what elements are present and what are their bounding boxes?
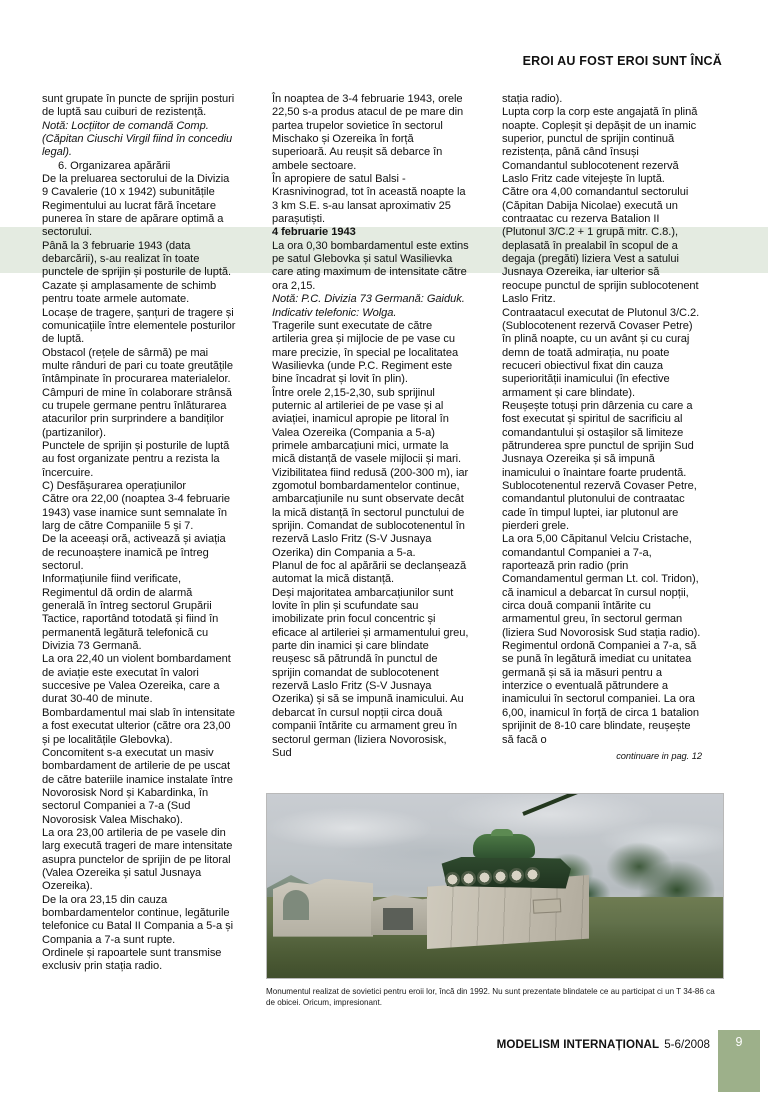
magazine-title: MODELISM INTERNAȚIONAL	[496, 1038, 660, 1051]
photo-scene	[267, 794, 723, 978]
tank-wheels-group	[445, 871, 555, 889]
paragraph: stația radio).	[502, 93, 563, 105]
tank-hatch-shape	[491, 829, 513, 836]
paragraph-note: Notă: Locțiitor de comandă Comp. (Căpitan Ciuschi Virgil fiind în concediu legal).	[42, 119, 233, 159]
paragraph: Deși majoritatea ambarcațiunilor sunt lovite în plin și scufundate sau imobilizate prin focul concentric și eficace al artileriei și armamentului greu, parte din inamici și care blindate reușesc să pătrundă în punctul de sprijin comandat de sublocotenent rezervă Laslo Fritz (S-V Jusnaya Ozerika) și să se impună inamicului. Au debarcat în cursul nopții circa două companii întărite cu armament greu în sectorul german (liziera Novorosisk, Sud	[272, 586, 469, 759]
page-number: 9	[718, 1030, 760, 1092]
paragraph: Tragerile sunt executate de către artileria grea și mijlocie de pe vase cu mare precizie, în special pe localitatea Wasilievka (unde P.C. Regiment este bine încadrat și lovit în plin).	[272, 319, 459, 386]
paragraph: Către ora 22,00 (noaptea 3-4 februarie 1943) vase inamice sunt semnalate în larg de către Companiile 5 și 7.	[42, 493, 231, 532]
tank-wheel-icon	[461, 871, 476, 886]
paragraph: La ora 0,30 bombardamentul este extins pe satul Glebovka și satul Wasilievka care ating maximum de intensitate către ora 2,15.	[272, 239, 469, 292]
paragraph: Vizibilitatea fiind redusă (200-300 m), iar zgomotul bombardamentelor continue, ambarcațiunile nu sunt observate decât la mică distanță în sectorul punctului de sprijin. Comandat de sublocotenentul în rezervă Laslo Fritz (S-V Jusnaya Ozerika) din Compania a 5-a.	[272, 466, 469, 559]
tank-wheel-icon	[525, 867, 540, 882]
issue-number: 5-6/2008	[664, 1038, 710, 1051]
header-kicker: EROI AU FOST EROI SUNT ÎNCĂ	[522, 54, 722, 68]
paragraph: Reușește totuși prin dârzenia cu care a fost executat și spiritul de sacrificiu al comandantului și ostașilor să limiteze pătrunderea spre punctul de sprijin Sud Jusnaya Ozereika și să impună inamicului o înaintare foarte prudentă.	[502, 399, 694, 479]
paragraph: Punctele de sprijin și posturile de luptă au fost organizate pentru a rezista la încercuire.	[42, 439, 230, 479]
tank-wheel-icon	[493, 869, 508, 884]
paragraph: Între orele 2,15-2,30, sub sprijinul puternic al artileriei de pe vase și al aviației, inamicul apropie pe litoral în Valea Ozereika (Compania a 5-a) primele ambarcațiuni mici, urmate la mică distanță de vasele mijlocii și mari.	[272, 386, 462, 466]
paragraph: Informațiunile fiind verificate, Regimentul dă ordin de alarmă generală în întreg sectorul Grupării Tactice, raportând totodată și fiind în permanentă legătură telefonică cu Divizia 73 Germană.	[42, 573, 219, 653]
date-subheading: 4 februarie 1943	[272, 226, 356, 239]
page-footer	[0, 1035, 768, 1097]
paragraph: Regimentul ordonă Companiei a 7-a, să se pună în legătură imediat cu unitatea germană și să ia măsuri pentru a interzice o eventuală pătrundere a inamicului în sectorul companiei. La ora 6,00, inamicul în forță de circa 1 batalion sprijinit de 8-10 care blindate, reușește să facă o	[502, 640, 700, 746]
paragraph: sunt grupate în puncte de sprijin posturi de luptă sau cuiburi de rezistență.	[42, 93, 235, 119]
paragraph: C) Desfășurarea operațiunilor	[42, 479, 187, 492]
paragraph-note: Notă: P.C. Divizia 73 Germană: Gaiduk. Indicativ telefonic: Wolga.	[272, 293, 465, 319]
paragraph: De la preluarea sectorului de la Divizia 9 Cavalerie (10 x 1942) subunitățile Regimentului au lucrat fără încetare punerea în stare de apărare optimă a sectorului.	[42, 173, 230, 239]
paragraph: De la aceeași oră, activează și aviația de recunoaștere inamică pe întreg sectorul.	[42, 533, 226, 573]
paragraph: Contraatacul executat de Plutonul 3/C.2. (Sublocotenent rezervă Covaser Petre) în plină noapte, cu un avânt și cu curaj demn de toată admirația, nu poate recuceri obiectivul fixat din cauza superiorității inamicului (în efective armament și care blindate).	[502, 306, 700, 399]
ruin-arch-shape	[283, 890, 309, 920]
paragraph: Lupta corp la corp este angajată în plină noapte. Copleșit și depășit de un inamic superior, punctul de sprijin continuă rezistența, până când însuși Comandantul sublocotenent rezervă Laslo Fritz cade vitejește în luptă.	[502, 106, 698, 186]
figure-caption: Monumentul realizat de sovietici pentru eroii lor, încă din 1992. Nu sunt prezentate blindatele ce au participat ci un T 34-86 ca de obicei. Oricum, impresionant.	[266, 987, 715, 1007]
article-figure	[266, 793, 724, 1008]
paragraph: La ora 5,00 Căpitanul Velciu Cristache, comandantul Companiei a 7-a, raportează prin radio (prin Comandamentul german Lt. col. Tridon), că inamicul a debarcat în cursul nopții, circa două companii întărite cu armamentul greu, în sectorul german (liziera Sud Novorosisk Sud stația radio).	[502, 533, 701, 639]
paragraph: Locașe de tragere, șanțuri de tragere și comunicațiile între elementele posturilor de luptă.	[42, 306, 236, 346]
text-column-3	[502, 93, 702, 763]
paragraph: Către ora 4,00 comandantul sectorului (Căpitan Dabija Nicolae) execută un contraatac cu rezerva Batalion II (Plutonul 3/C.2 + 1 grupă mitr. C.8.), deplasată în prealabil în scopul de a degaja (pregăti) liziera Vest a satului Jusnaya Ozereika, iar ulterior să reocupe punctul de sprijin sublocotenent Laslo Fritz.	[502, 186, 699, 306]
footer-masthead	[497, 1035, 710, 1053]
paragraph: În apropiere de satul Balsi - Krasnivinograd, tot în această noapte la 3 km S.E. s-au lansat aproximativ 25 parașutiști.	[272, 173, 466, 226]
tank-wheel-icon	[509, 868, 524, 883]
memorial-photo	[266, 793, 724, 979]
ruin-opening-shape	[383, 908, 413, 930]
plaque-shape	[533, 898, 562, 913]
paragraph: La ora 22,40 un violent bombardament de aviație este executat în valori succesive pe Valea Ozereika, care a durat 30-40 de minute. Bombardamentul mai slab în intensitate a fost executat ulterior (către ora 23,00 și pe localitățile Glebovka).	[42, 653, 235, 746]
paragraph: La ora 23,00 artileria de pe vasele din larg execută trageri de mare intensitate asupra punctelor de sprijin de pe litoral (Valea Ozereika și satul Jusnaya Ozereika).	[42, 826, 233, 893]
paragraph: Sublocotenentul rezervă Covaser Petre, comandantul plutonului de contraatac cade în timpul luptei, iar plutonul are pierderi grele.	[502, 479, 697, 532]
text-column-2	[272, 93, 469, 760]
tank-wheel-icon	[477, 870, 492, 885]
paragraph: Câmpuri de mine în colaborare strânsă cu trupele germane pentru înlăturarea atacurilor prin surprindere a bandiților (partizanilor).	[42, 386, 232, 439]
paragraph: În noaptea de 3-4 februarie 1943, orele 22,50 s-a produs atacul de pe mare din partea trupelor sovietice în sectorul Mischako și Ozereika în forță superioară. Au reușit să debarce în ambele sectoare.	[272, 93, 464, 172]
page-header	[42, 52, 722, 74]
tank-wheel-icon	[445, 872, 460, 887]
paragraph: Obstacol (rețele de sârmă) pe mai multe rânduri de pari cu toate greutățile întâmpinate în procurarea materialelor.	[42, 346, 233, 386]
paragraph: Până la 3 februarie 1943 (data debarcării), s-au realizat în toate punctele de sprijin și posturile de luptă.	[42, 239, 232, 279]
paragraph: De la ora 23,15 din cauza bombardamentelor continue, legăturile telefonice cu Batal II Compania a 5-a și Compania a 7-a sunt rupte.	[42, 893, 234, 946]
paragraph: Concomitent s-a executat un masiv bombardament de artilerie de pe uscat de către bateriile inamice instalate între Novorosisk Nord și Kabardinka, în sectorul Companiei a 7-a (Sud Novorosisk Valea Mischako).	[42, 746, 233, 826]
tank-turret-shape	[473, 834, 535, 858]
continuation-note: continuare in pag. 12	[616, 750, 702, 761]
paragraph: Ordinele și rapoartele sunt transmise exclusiv prin stația radio.	[42, 947, 222, 973]
paragraph-heading: 6. Organizarea apărării	[58, 159, 171, 172]
paragraph: Planul de foc al apărării se declanșează automat la mică distanță.	[272, 560, 467, 586]
paragraph: Cazate și amplasamente de schimb pentru toate armele automate.	[42, 279, 217, 306]
text-column-1	[42, 93, 236, 974]
